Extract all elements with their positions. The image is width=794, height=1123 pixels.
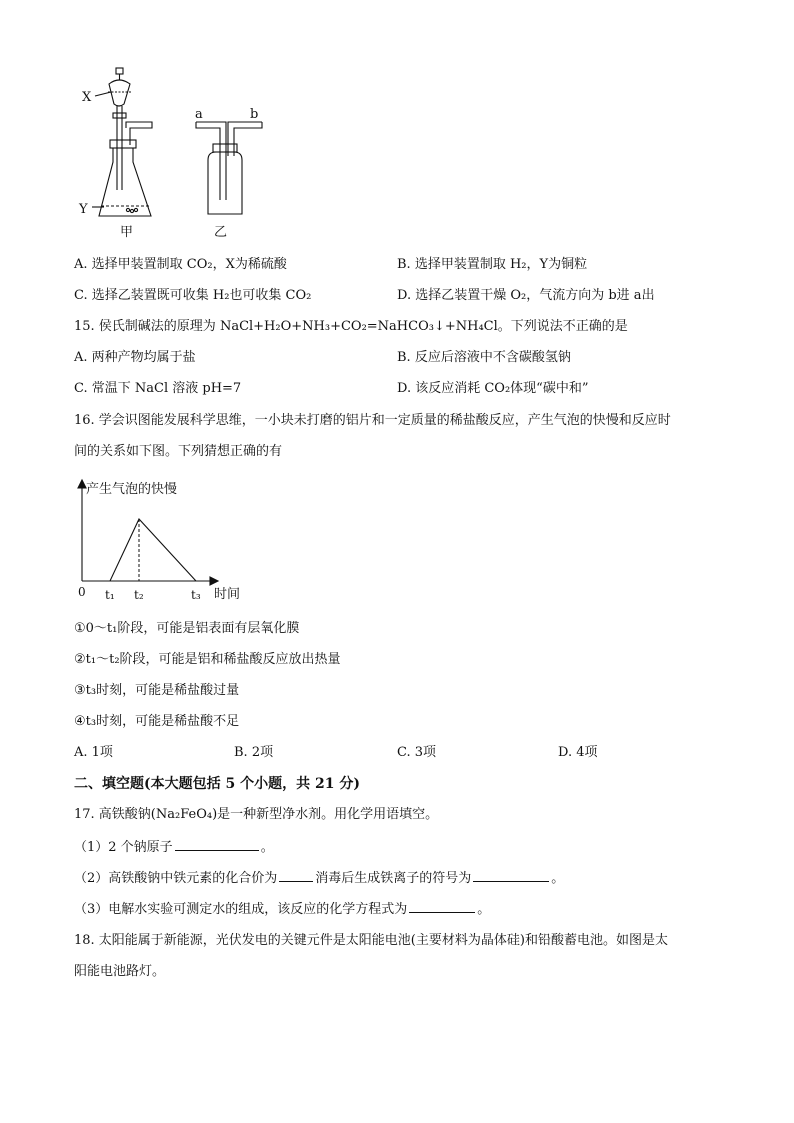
q18-stem-line2: 阳能电池路灯。 bbox=[74, 964, 166, 979]
q16-stem-line2: 间的关系如下图。下列猜想正确的有 bbox=[74, 444, 283, 459]
q17-part3-text: （3）电解水实验可测定水的组成，该反应的化学方程式为 bbox=[74, 902, 408, 917]
q17-part2-text-a: （2）高铁酸钠中铁元素的化合价为 bbox=[74, 871, 278, 886]
q17-part1 bbox=[74, 838, 274, 857]
q17-part1-text: （1）2 个钠原子 bbox=[74, 840, 173, 855]
q17-stem: 17. 高铁酸钠(Na₂FeO₄)是一种新型净水剂。用化学用语填空。 bbox=[74, 807, 439, 822]
y-axis-arrow bbox=[78, 480, 86, 488]
caption-yi: 乙 bbox=[214, 225, 228, 240]
q15-option-a: A. 两种产物均属于盐 bbox=[74, 350, 196, 365]
q16-statement-2: ②t₁～t₂阶段，可能是铝和稀盐酸反应放出热量 bbox=[74, 652, 341, 667]
q16-chart bbox=[0, 470, 794, 610]
x-tick-label: t₂ bbox=[134, 588, 144, 602]
apparatus-yi bbox=[196, 122, 262, 214]
x-tick-label: t₁ bbox=[105, 588, 115, 602]
q17-part2-text-b: 消毒后生成铁离子的符号为 bbox=[315, 871, 472, 886]
q16-statement-3: ③t₃时刻，可能是稀盐酸过量 bbox=[74, 683, 240, 698]
label-x: X bbox=[82, 90, 92, 105]
q16-option-b: B. 2项 bbox=[234, 745, 274, 760]
q14-option-a: A. 选择甲装置制取 CO₂，X为稀硫酸 bbox=[74, 257, 287, 272]
section-heading: 二、填空题(本大题包括 5 个小题，共 21 分) bbox=[74, 776, 360, 792]
q14-option-c: C. 选择乙装置既可收集 H₂也可收集 CO₂ bbox=[74, 288, 312, 303]
q16-option-d: D. 4项 bbox=[558, 745, 598, 760]
q17-part2-end: 。 bbox=[551, 871, 565, 886]
q17-part3 bbox=[74, 900, 490, 919]
label-y: Y bbox=[79, 202, 88, 217]
apparatus-figure bbox=[0, 0, 794, 240]
q17-part2 bbox=[74, 869, 564, 888]
x-axis-arrow bbox=[210, 577, 218, 585]
q17-part1-end: 。 bbox=[260, 840, 274, 855]
apparatus-jia bbox=[92, 68, 152, 216]
q16-statement-4: ④t₃时刻，可能是稀盐酸不足 bbox=[74, 714, 240, 729]
label-b: b bbox=[250, 107, 259, 122]
q17-part2-blank-2[interactable] bbox=[473, 869, 549, 882]
q14-option-b: B. 选择甲装置制取 H₂，Y为铜粒 bbox=[397, 257, 588, 272]
x-tick-label: t₃ bbox=[191, 588, 201, 602]
x-axis-label: 时间 bbox=[214, 587, 241, 602]
q17-part2-blank-1[interactable] bbox=[279, 869, 313, 882]
origin-label: 0 bbox=[78, 585, 86, 599]
q15-option-b: B. 反应后溶液中不含碳酸氢钠 bbox=[397, 350, 571, 365]
q15-option-d: D. 该反应消耗 CO₂体现“碳中和” bbox=[397, 381, 589, 396]
y-axis-label: 产生气泡的快慢 bbox=[86, 482, 178, 497]
label-a: a bbox=[195, 107, 203, 122]
q18-stem-line1: 18. 太阳能属于新能源，光伏发电的关键元件是太阳能电池(主要材料为晶体硅)和铅酸蓄电池。如图是太 bbox=[74, 933, 668, 948]
q17-part3-end: 。 bbox=[477, 902, 491, 917]
q16-statement-1: ①0～t₁阶段，可能是铝表面有层氧化膜 bbox=[74, 621, 300, 636]
q14-option-d: D. 选择乙装置干燥 O₂，气流方向为 b进 a出 bbox=[397, 288, 655, 303]
q15-stem: 15. 侯氏制碱法的原理为 NaCl+H₂O+NH₃+CO₂=NaHCO₃↓+NH₄Cl。下列说法不正确的是 bbox=[74, 319, 628, 334]
q16-option-a: A. 1项 bbox=[74, 745, 113, 760]
q17-part3-blank[interactable] bbox=[409, 900, 475, 913]
q16-stem-line1: 16. 学会识图能发展科学思维，一小块未打磨的铝片和一定质量的稀盐酸反应，产生气泡的快慢和反应时 bbox=[74, 413, 671, 428]
caption-jia: 甲 bbox=[120, 225, 134, 240]
q17-part1-blank[interactable] bbox=[175, 838, 259, 851]
q16-option-c: C. 3项 bbox=[397, 745, 437, 760]
q15-option-c: C. 常温下 NaCl 溶液 pH=7 bbox=[74, 381, 242, 396]
